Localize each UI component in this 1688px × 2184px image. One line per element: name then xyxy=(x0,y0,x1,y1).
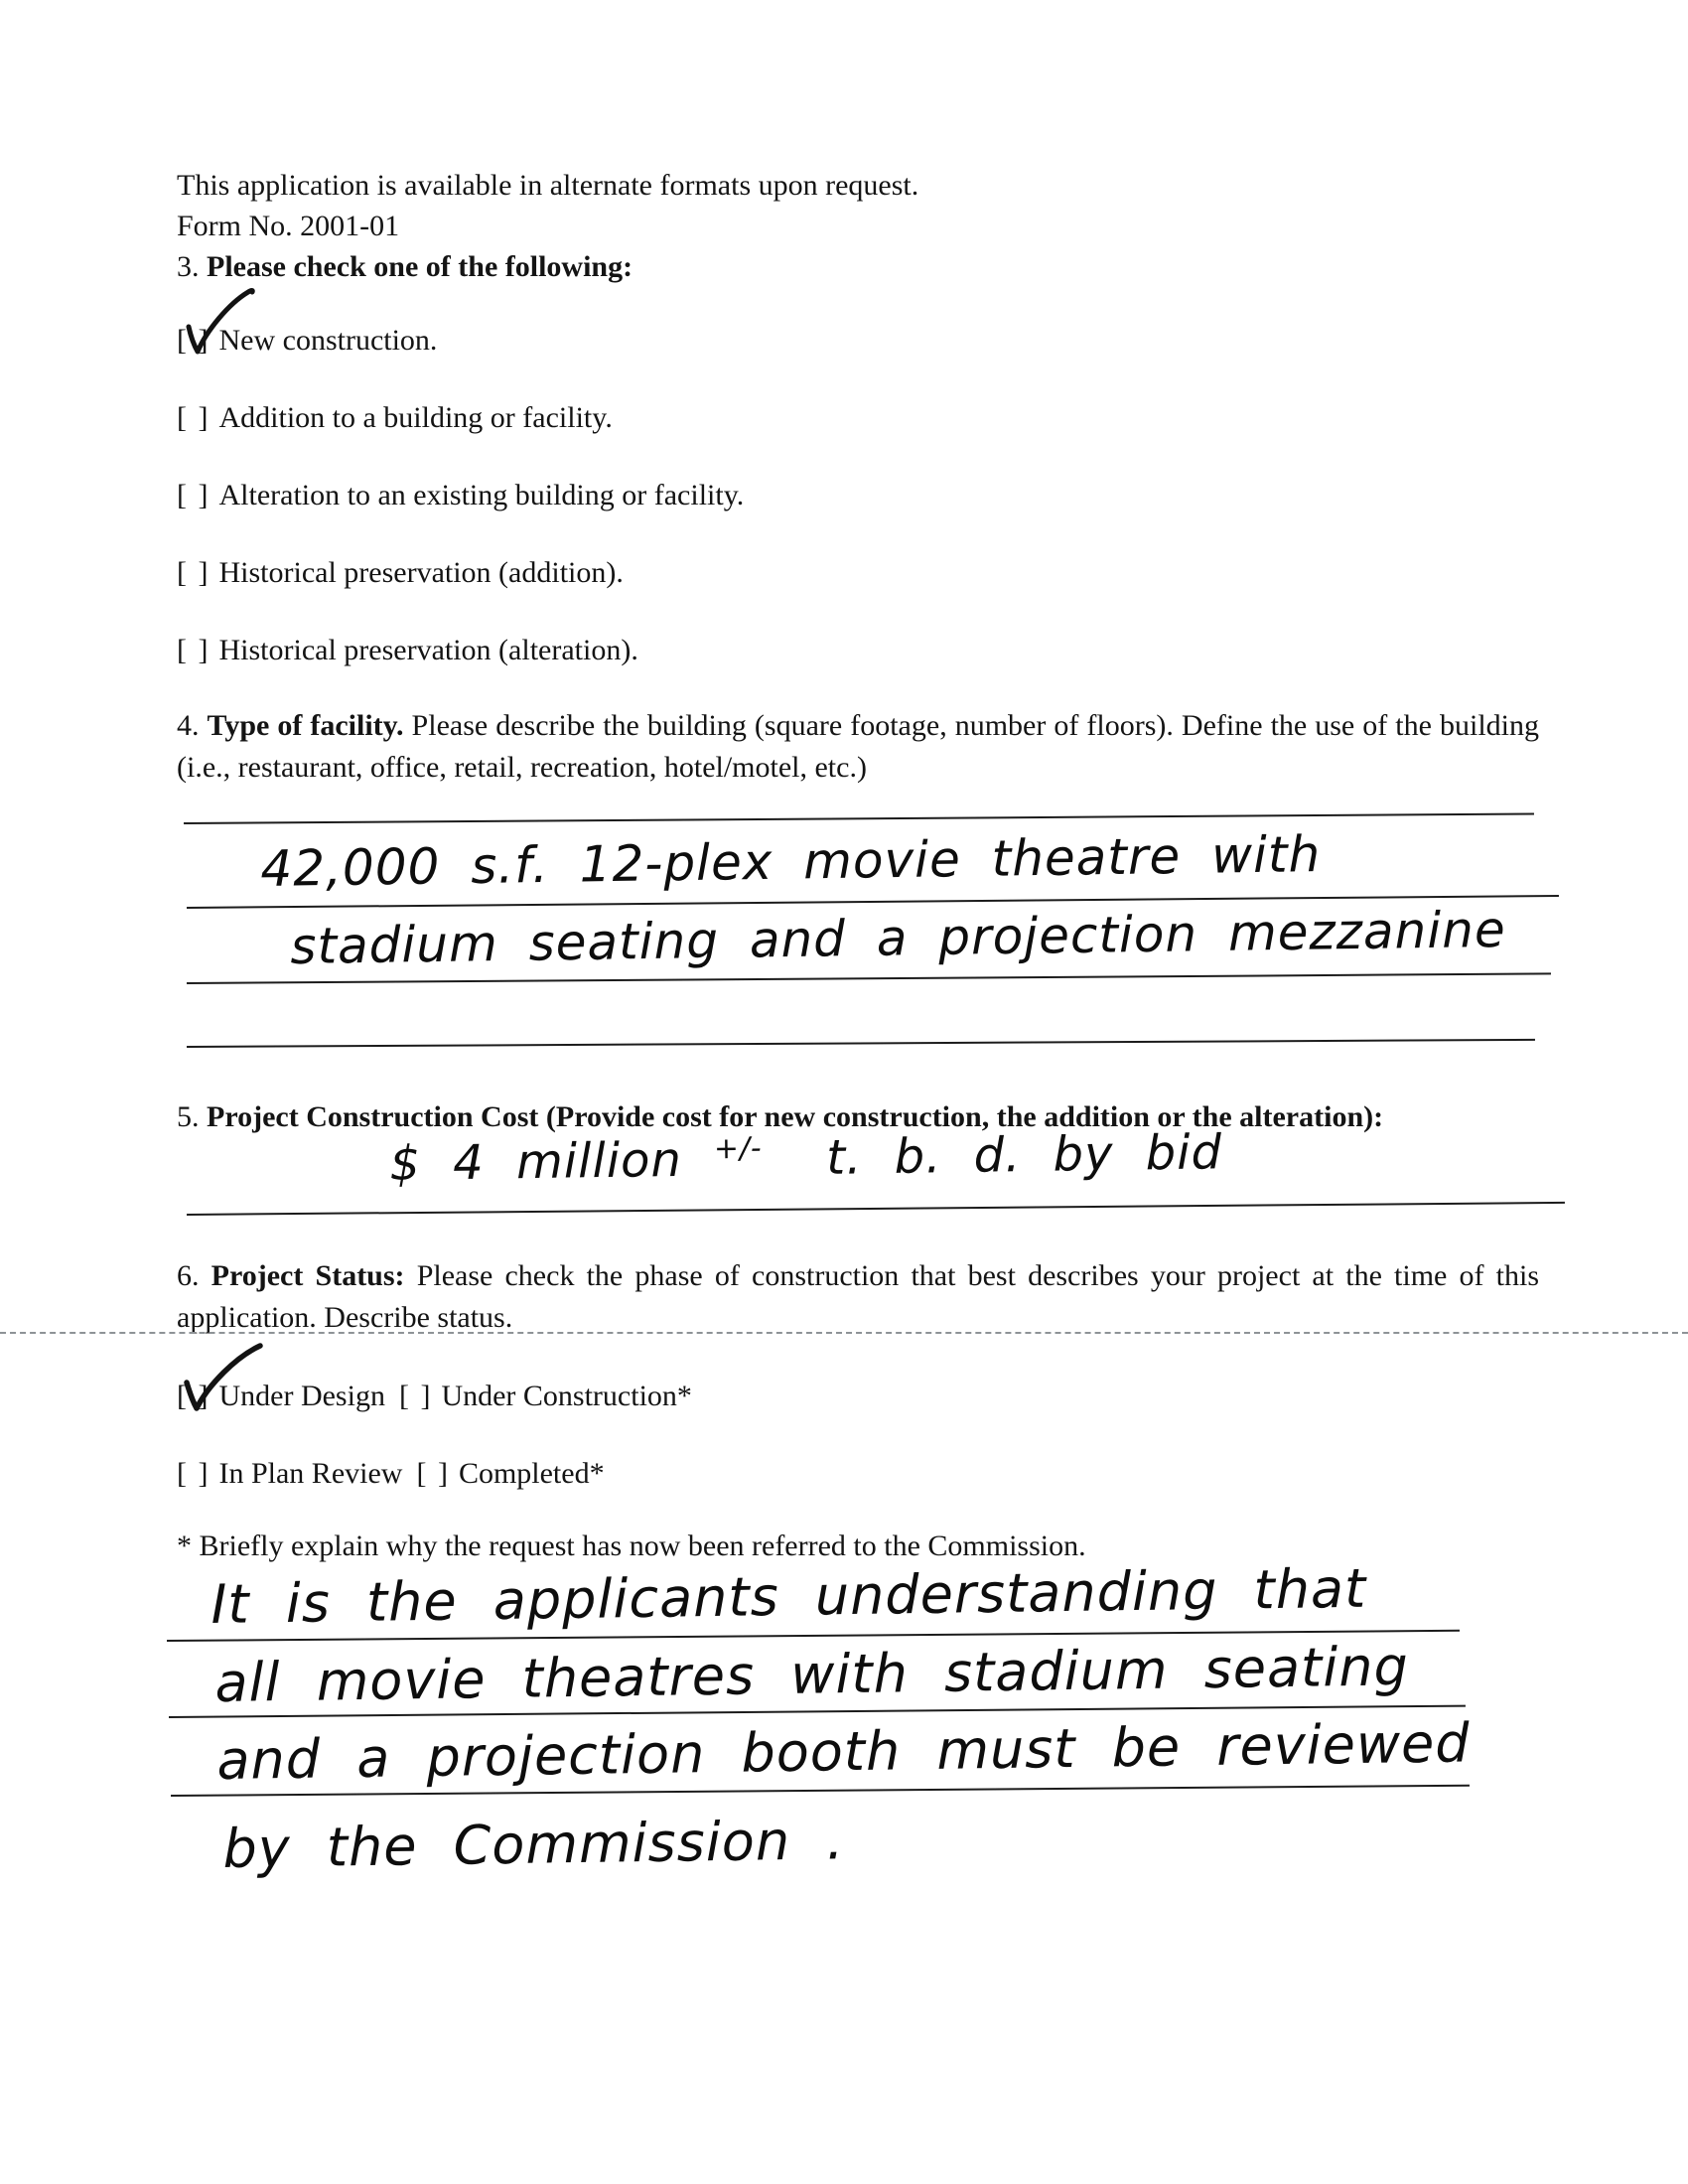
section4-heading xyxy=(177,705,1539,789)
section4-description: Please describe the building (square footage, number of floors). Define the use of the building (i.e., restaurant, office, retail, recreation, hotel/motel, etc.) xyxy=(177,709,1539,784)
checkbox-under-design[interactable]: [ ] xyxy=(177,1380,211,1412)
option-addition xyxy=(177,397,613,439)
cost-answer xyxy=(389,1124,1222,1192)
section5-title: Project Construction Cost (Provide cost for new construction, the addition or the alteration): xyxy=(207,1100,1384,1133)
checkbox-addition[interactable]: [ ] xyxy=(177,401,211,434)
footnote-text: Briefly explain why the request has now been referred to the Commission. xyxy=(199,1529,1086,1562)
checkbox-new-construction[interactable]: [ ] xyxy=(177,324,211,357)
note-line4: by the Commission . xyxy=(222,1809,845,1880)
option-label: Historical preservation (addition). xyxy=(218,556,624,589)
checkbox-in-plan-review[interactable]: [ ] xyxy=(177,1457,211,1490)
section6-number: 6. xyxy=(177,1259,200,1292)
option-historical-alteration xyxy=(177,630,638,671)
checkbox-completed[interactable]: [ ] xyxy=(416,1457,450,1490)
status-row-2 xyxy=(177,1453,605,1495)
facility-answer-line1: 42,000 s.f. 12-plex movie theatre with xyxy=(260,825,1322,898)
option-alteration xyxy=(177,475,744,516)
facility-answer-line2: stadium seating and a projection mezzanine xyxy=(290,900,1507,975)
form-number: Form No. 2001-01 xyxy=(177,210,400,242)
section6-title: Project Status: xyxy=(211,1259,405,1292)
note-line2: all movie theatres with stadium seating xyxy=(214,1635,1410,1714)
section3-number: 3. xyxy=(177,250,200,283)
checkbox-under-construction[interactable]: [ ] xyxy=(398,1380,433,1412)
status-label: In Plan Review xyxy=(218,1457,403,1490)
ruled-line xyxy=(187,972,1551,984)
alternate-format-notice: This application is available in alternate formats upon request. xyxy=(177,169,919,202)
footnote-marker: * xyxy=(177,1529,192,1562)
option-label: Historical preservation (alteration). xyxy=(218,634,638,666)
checkmark-icon xyxy=(179,288,258,358)
option-label: Addition to a building or facility. xyxy=(218,401,613,434)
cost-note: t. b. d. by bid xyxy=(825,1124,1223,1186)
section3-heading xyxy=(177,246,633,288)
section5-number: 5. xyxy=(177,1100,200,1133)
ruled-line xyxy=(187,1202,1565,1216)
option-historical-addition xyxy=(177,552,624,594)
cost-tolerance: +/- xyxy=(713,1130,763,1167)
section4-title: Type of facility. xyxy=(207,709,404,742)
status-label: Completed* xyxy=(458,1457,605,1490)
note-line3: and a projection booth must be reviewed xyxy=(216,1711,1471,1792)
checkbox-historical-alteration[interactable]: [ ] xyxy=(177,634,211,666)
checkbox-alteration[interactable]: [ ] xyxy=(177,479,211,511)
checkbox-historical-addition[interactable]: [ ] xyxy=(177,556,211,589)
footnote xyxy=(177,1526,1086,1567)
section6-heading xyxy=(177,1255,1539,1339)
section4-number: 4. xyxy=(177,709,200,742)
option-label: New construction. xyxy=(218,324,438,357)
scan-fold-dashed-line xyxy=(0,1332,1688,1334)
ruled-line xyxy=(187,1039,1535,1048)
note-line1: It is the applicants understanding that xyxy=(211,1556,1367,1636)
ruled-line xyxy=(184,813,1534,824)
option-label: Alteration to an existing building or facility. xyxy=(218,479,745,511)
checkmark-icon xyxy=(177,1343,266,1414)
section6-description: Please check the phase of construction that best describes your project at the time of this application. Describe status. xyxy=(177,1259,1539,1334)
status-label: Under Construction* xyxy=(441,1380,692,1412)
section3-title: Please check one of the following: xyxy=(207,250,633,283)
status-label: Under Design xyxy=(218,1380,385,1412)
cost-amount: $ 4 million xyxy=(389,1131,683,1192)
